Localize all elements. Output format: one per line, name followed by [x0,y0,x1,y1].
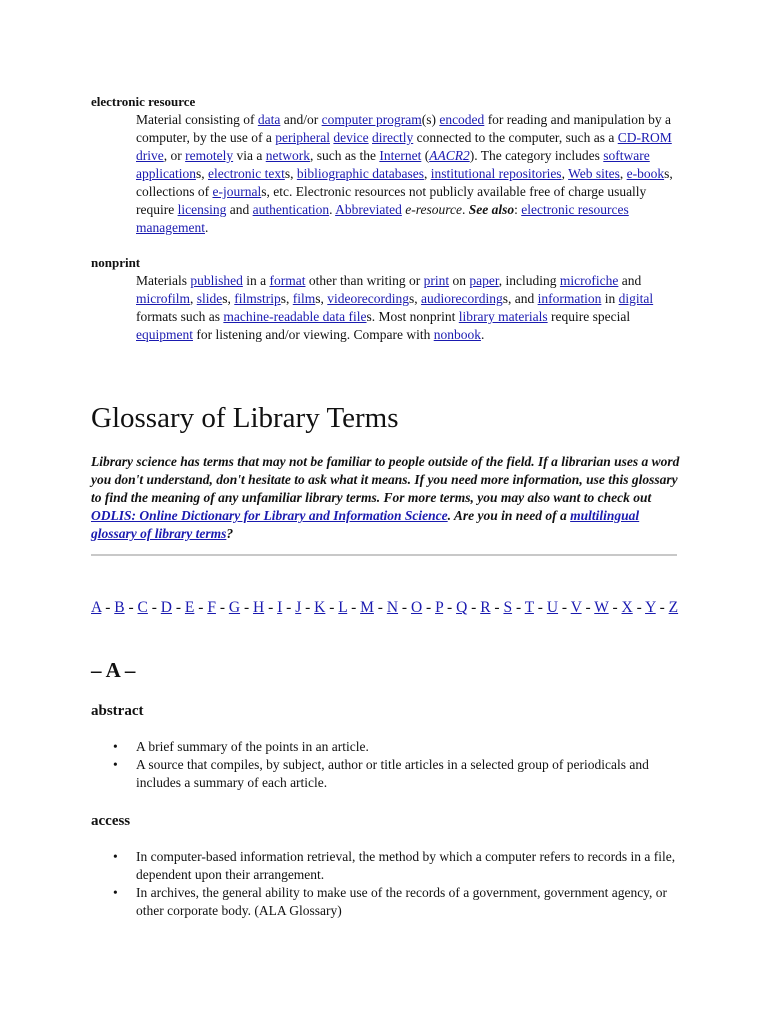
multilingual-glossary-link[interactable]: multilingual glossary of library terms [91,508,640,541]
definition-text: formats such as [136,309,224,324]
alphabet-link-s[interactable]: S [503,599,513,616]
definition-text: via a [233,148,266,163]
list-item [91,884,681,920]
term-link[interactable]: microfilm [136,291,190,306]
term-link[interactable]: filmstrip [234,291,281,306]
definition-text: . [480,327,485,342]
term-link[interactable]: authentication [252,202,330,217]
alphabet-link-r[interactable]: R [480,599,491,616]
term-link[interactable]: audiorecording [421,291,503,306]
term-link[interactable]: paper [469,273,499,288]
term-link[interactable]: remotely [185,148,234,163]
definition-text: , [561,166,569,181]
alphabet-separator: - [632,599,646,616]
alphabet-link-c[interactable]: C [137,599,148,616]
definition-nonprint [136,272,681,344]
term-link[interactable]: Abbreviated [335,202,402,217]
definition-text: , such as the [309,148,380,163]
term-electronic-resource: electronic resource [91,94,196,109]
definition-electronic-resource [136,111,681,237]
term-link[interactable]: library materials [458,309,548,324]
term-link[interactable]: e-book [626,166,665,181]
alphabet-separator: - [608,599,622,616]
definition-text: Materials [136,273,191,288]
term-link[interactable]: machine-readable data file [223,309,367,324]
alphabet-link-m[interactable]: M [360,599,374,616]
definition-text: ( [421,148,430,163]
intro-paragraph [91,453,681,543]
alphabet-link-q[interactable]: Q [456,599,468,616]
term-link[interactable]: institutional repositories [430,166,562,181]
definition-text: . [329,202,336,217]
term-link[interactable]: CD-ROM drive [136,130,672,163]
term-link[interactable]: Internet [379,148,422,163]
see-also-label: See also [468,202,515,217]
bullet-icon: • [113,739,118,754]
definition-text: and [226,202,253,217]
term-link[interactable]: peripheral [275,130,331,145]
term-link[interactable]: electronic resources management [136,202,629,235]
term-link[interactable]: digital [618,291,654,306]
definition-text: s, etc. Electronic resources not publicly available free of charge usually require [136,184,647,217]
term-link[interactable]: videorecording [327,291,410,306]
list-item [91,756,681,792]
term-link[interactable]: encoded [439,112,485,127]
glossary-entry-electronic-resource [91,93,681,237]
term-link[interactable]: software [603,148,650,163]
definition-text: connected to the computer, such as a [413,130,618,145]
definition-text: s, and [502,291,538,306]
alphabet-separator: - [264,599,278,616]
abstract-definitions [91,738,681,792]
alphabet-separator: - [240,599,253,616]
list-item [91,848,681,884]
alphabet-link-u[interactable]: U [546,599,559,616]
alphabet-link-k[interactable]: K [314,599,326,616]
term-link[interactable]: equipment [136,327,193,342]
definition-text: s, [315,291,328,306]
page-title: Glossary of Library Terms [91,402,399,434]
list-item-text: In archives, the general ability to make use of the records of a government, government agency, or other corporate body. (ALA Glossary) [136,885,668,918]
term-link[interactable]: electronic text [208,166,285,181]
definition-text: Material consisting of [136,112,258,127]
alphabet-separator: - [443,599,457,616]
term-link[interactable]: format [269,273,306,288]
alphabet-separator: - [558,599,571,616]
definition-text: , [619,166,627,181]
definition-text: s, [195,166,208,181]
bullet-icon: • [113,849,118,864]
alphabet-link-x[interactable]: X [621,599,633,616]
access-definitions [91,848,681,920]
definition-text: , including [498,273,560,288]
definition-text: , or [163,148,186,163]
term-link[interactable]: e-journal [212,184,262,199]
term-link[interactable]: microfiche [559,273,619,288]
alphabet-separator: - [533,599,547,616]
alphabet-separator: - [325,599,339,616]
alphabet-separator: - [467,599,481,616]
alphabet-separator: - [581,599,595,616]
alphabet-link-b[interactable]: B [114,599,125,616]
definition-text: (s) [421,112,440,127]
definition-text: s, [222,291,235,306]
term-link[interactable]: published [190,273,243,288]
alphabet-separator: - [512,599,525,616]
section-heading-a: – A – [91,658,136,682]
definition-text: require special [547,309,631,324]
alphabet-separator: - [172,599,185,616]
alphabet-link-f[interactable]: F [207,599,216,616]
term-link[interactable]: computer program [321,112,422,127]
alphabet-link-p[interactable]: P [435,599,444,616]
definition-text: in [601,291,619,306]
term-link[interactable]: slide [196,291,223,306]
definition-text: on [449,273,470,288]
glossary-entry-nonprint [91,254,681,344]
definition-text: in a [242,273,270,288]
definition-text: : [514,202,522,217]
intro-text-3: ? [226,526,234,541]
term-abstract: abstract [91,703,144,719]
alphabet-separator: - [194,599,208,616]
alphabet-link-y[interactable]: Y [645,599,656,616]
alphabet-separator: - [282,599,296,616]
alphabet-separator: - [147,599,161,616]
term-link[interactable]: information [537,291,602,306]
definition-text: and/or [280,112,322,127]
definition-text: s, [280,291,293,306]
alphabet-separator: - [301,599,315,616]
alphabet-link-i[interactable]: I [277,599,283,616]
odlis-link[interactable]: ODLIS: Online Dictionary for Library and Information Science [91,508,448,523]
intro-text-1: Library science has terms that may not be familiar to people outside of the field. If a librarian uses a word you don't understand, don't hesitate to ask what it means. If you need more information, use this glossary to find the meaning of any unfamiliar library terms. For more terms, you may also want to check out [91,454,680,505]
definition-text: for reading and manipulation by a computer, by the use of a [136,112,672,145]
divider [91,554,677,556]
bullet-icon: • [113,757,118,772]
list-item-text: In computer-based information retrieval, the method by which a computer refers to records in a file, dependent upon their arrangement. [136,849,676,882]
term-access: access [91,813,131,829]
term-link[interactable]: AACR2 [429,148,470,163]
definition-text: . [204,220,209,235]
term-link[interactable]: directly [372,130,414,145]
definition-text: s, [409,291,422,306]
term-link[interactable]: network [265,148,310,163]
alphabet-link-e[interactable]: E [184,599,195,616]
term-link[interactable]: bibliographic databases [296,166,424,181]
alphabet-separator: - [373,599,387,616]
alphabet-link-t[interactable]: T [524,599,534,616]
alphabet-separator: - [101,599,115,616]
bullet-icon: • [113,885,118,900]
term-link[interactable]: licensing [177,202,227,217]
alphabet-nav [91,597,681,618]
alphabet-link-l[interactable]: L [338,599,348,616]
alphabet-separator: - [398,599,411,616]
alphabet-link-h[interactable]: H [252,599,265,616]
italic-text: e-resource [405,202,462,217]
alphabet-link-j[interactable]: J [295,599,302,616]
alphabet-separator: - [124,599,138,616]
term-nonprint: nonprint [91,255,141,270]
list-item-text: A source that compiles, by subject, author or title articles in a selected group of periodicals and includes a summary of each article. [136,757,649,790]
definition-text: for listening and/or viewing. Compare with [193,327,434,342]
term-link[interactable]: film [292,291,316,306]
definition-text: . [461,202,469,217]
alphabet-separator: - [347,599,361,616]
alphabet-link-z[interactable]: Z [668,599,679,616]
alphabet-link-o[interactable]: O [410,599,423,616]
term-link[interactable]: device [333,130,369,145]
term-link[interactable]: application [136,166,196,181]
term-link[interactable]: data [257,112,281,127]
alphabet-link-v[interactable]: V [570,599,582,616]
alphabet-link-d[interactable]: D [160,599,172,616]
term-link[interactable]: print [423,273,450,288]
definition-text: other than writing or [305,273,424,288]
definition-text: s, [284,166,297,181]
alphabet-link-a[interactable]: A [91,599,102,616]
alphabet-separator: - [655,599,669,616]
alphabet-separator: - [422,599,436,616]
list-item-text: A brief summary of the points in an article. [136,739,369,754]
definition-text: s. Most nonprint [366,309,459,324]
definition-text: ). The category includes [469,148,604,163]
definition-text: , [190,291,197,306]
intro-text-2: . Are you in need of a [447,508,571,523]
alphabet-separator: - [490,599,504,616]
alphabet-link-g[interactable]: G [228,599,241,616]
alphabet-separator: - [215,599,229,616]
definition-text: , [423,166,431,181]
definition-text: s, collections of [136,166,673,199]
term-link[interactable]: nonbook [433,327,481,342]
list-item [91,738,681,756]
alphabet-link-w[interactable]: W [594,599,609,616]
definition-text: and [618,273,642,288]
alphabet-link-n[interactable]: N [386,599,399,616]
term-link[interactable]: Web sites [568,166,620,181]
